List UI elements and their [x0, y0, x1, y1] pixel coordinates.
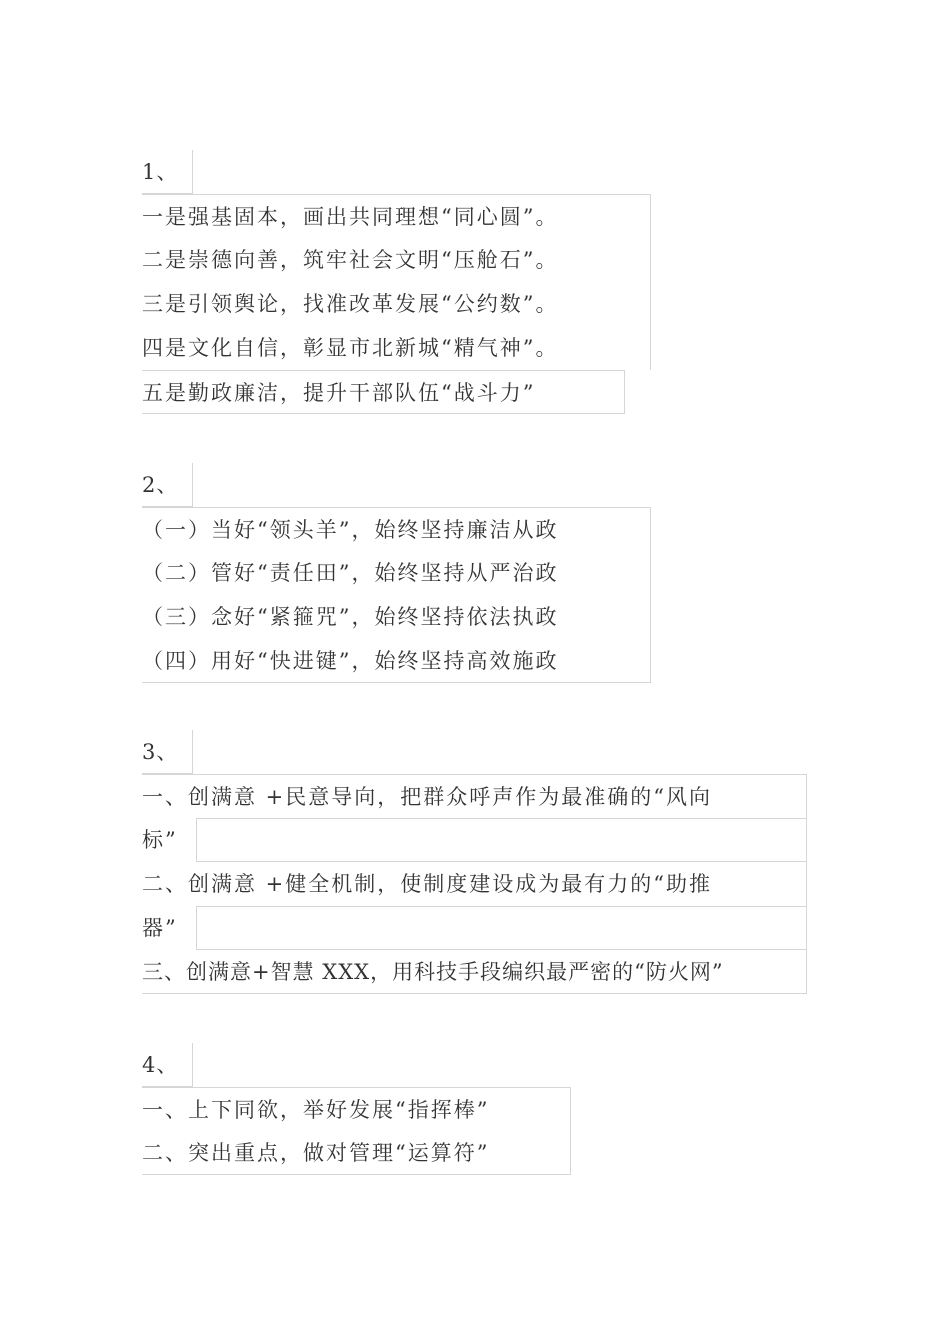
list-item: 二是崇德向善，筑牢社会文明“压舱石”。	[142, 238, 651, 282]
section-number: 1、	[142, 150, 193, 194]
section-number: 4、	[142, 1043, 193, 1087]
list-item: 五是勤政廉洁，提升干部队伍“战斗力”	[142, 370, 625, 414]
list-item: 三是引领舆论，找准改革发展“公约数”。	[142, 282, 651, 326]
list-item: （二）管好“责任田”，始终坚持从严治政	[142, 551, 651, 595]
section-number: 3、	[142, 730, 193, 774]
section-number: 2、	[142, 463, 193, 507]
section-4	[142, 1043, 571, 1175]
list-item: 二、突出重点，做对管理“运算符”	[142, 1131, 571, 1175]
list-item-continuation: 标”	[142, 818, 807, 862]
list-item: 一是强基固本，画出共同理想“同心圆”。	[142, 194, 651, 238]
section-2	[142, 463, 651, 683]
list-item-continuation: 器”	[142, 906, 807, 950]
section-1	[142, 150, 651, 414]
list-item: 二、创满意 +健全机制，使制度建设成为最有力的“助推	[142, 862, 807, 906]
list-item: 三、创满意+智慧 XXX，用科技手段编织最严密的“防火网”	[142, 950, 807, 994]
list-item: （一）当好“领头羊”，始终坚持廉洁从政	[142, 507, 651, 551]
list-item: 一、创满意 +民意导向，把群众呼声作为最准确的“风向	[142, 774, 807, 818]
section-3	[142, 730, 807, 994]
list-item: （四）用好“快进键”，始终坚持高效施政	[142, 639, 651, 683]
list-item: 四是文化自信，彰显市北新城“精气神”。	[142, 326, 651, 370]
list-item: （三）念好“紧箍咒”，始终坚持依法执政	[142, 595, 651, 639]
list-item: 一、上下同欲，举好发展“指挥棒”	[142, 1087, 571, 1131]
